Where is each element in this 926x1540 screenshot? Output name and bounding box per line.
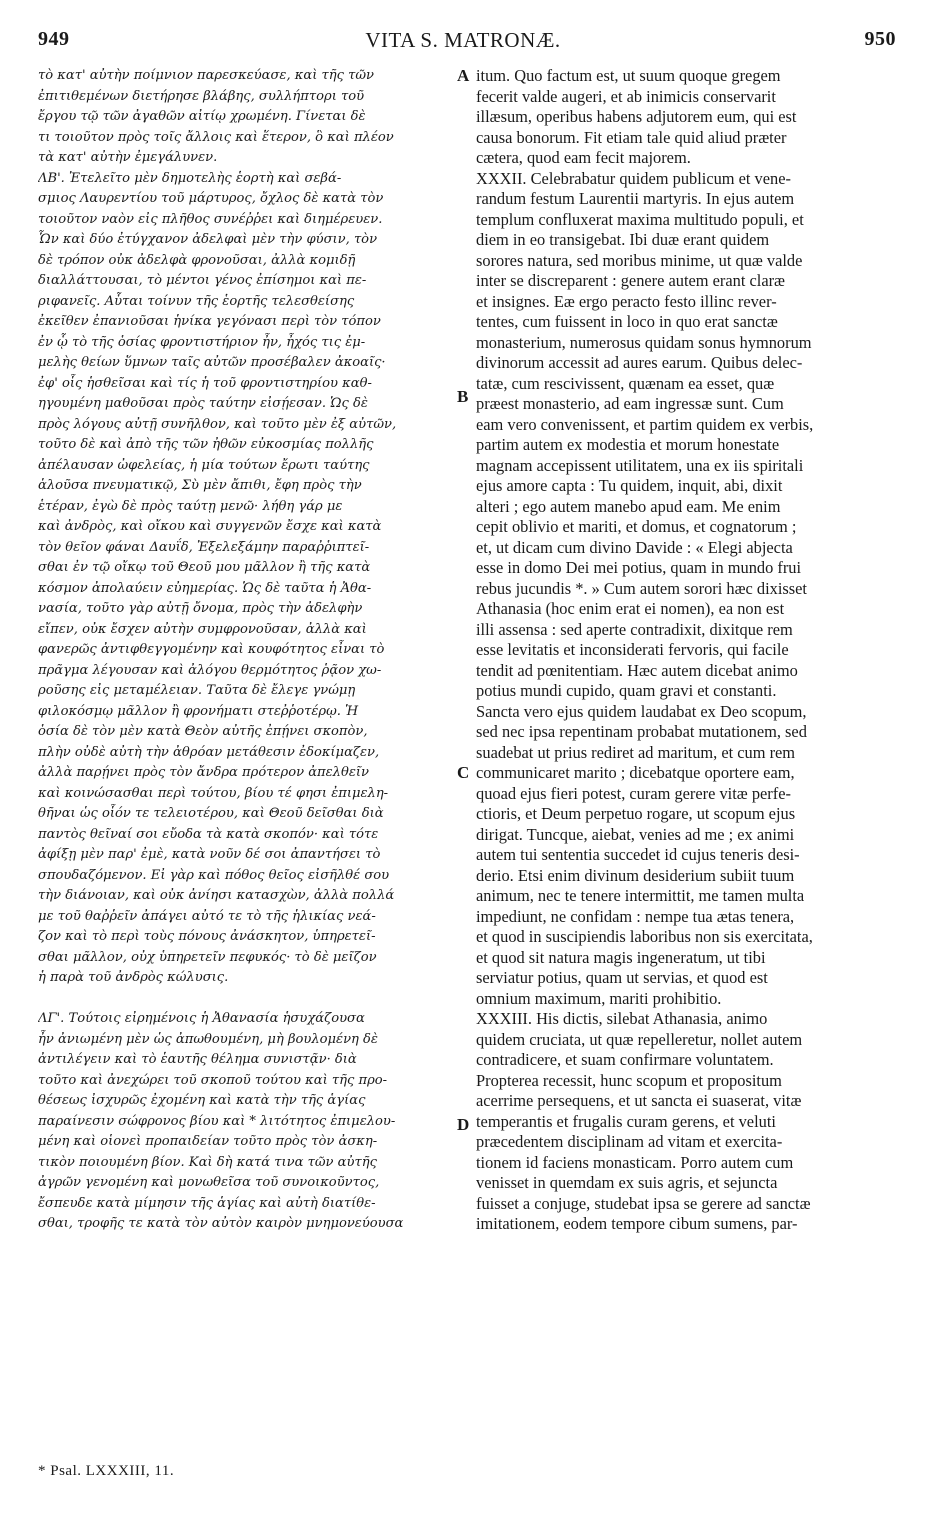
latin-text-line: et insignes. Eæ ergo peracto festo illinc rever- — [476, 291, 777, 311]
latin-text-line: cætera, quod eam fecit majorem. — [476, 148, 691, 167]
greek-text-line: μελὴς θείων ὕμνων ταῖς αὐτῶν προσέβαλεν ἀκοαῖς· — [38, 355, 386, 370]
margin-marker-a: A — [457, 66, 470, 85]
latin-text-line: diem in eo transigebat. Ibi duæ erant quidem — [476, 230, 770, 249]
latin-text-line: Athanasia (hoc enim erat ei nomen), ea non est — [476, 599, 785, 618]
greek-text-line: ἡ παρὰ τοῦ ἀνδρὸς κώλυσις. — [38, 970, 229, 985]
greek-text-line: με τοῦ θαῤῥεῖν ἀπάγει αὐτό τε τὸ τῆς ἡλικίας νεά- — [38, 908, 376, 924]
margin-marker-c: C — [457, 763, 470, 782]
latin-text-line: et quod sit natura magis ingeneratum, ut tibi — [476, 947, 766, 967]
latin-text-line: randum festum Laurentii martyris. In ejus autem — [476, 189, 795, 208]
greek-text-line: ἀγρῶν γενομένη καὶ μονωθεῖσα τοῦ συνοικοῦντος, — [38, 1175, 380, 1190]
latin-text-line: quidem cruciata, ut quæ repelleretur, nollet autem — [476, 1029, 803, 1049]
latin-text-line: rebus jucundis *. » Cum autem sorori hæc dixisset — [476, 578, 807, 598]
latin-text-line: magnam accepissent utilitatem, una ex iis spiritali — [476, 455, 804, 475]
latin-text-line: autem tui sententia succedet id cujus teneris desi- — [476, 845, 800, 864]
latin-text-line: XXXIII. His dictis, silebat Athanasia, animo — [476, 1009, 768, 1028]
greek-text-line: πλὴν οὐδὲ αὐτὴ τὴν ἀθρόαν μετάθεσιν ἐδοκίμαζεν, — [38, 744, 380, 760]
greek-text-line: τὸν θεῖον φάναι Δαυΐδ, Ἐξελεξάμην παραῤῥιπτεῖ- — [38, 539, 370, 555]
greek-text-line: ἔργου τῷ τῶν ἀγαθῶν αἰτίῳ χρωμένη. Γίνεται δὲ — [38, 109, 366, 124]
greek-text-line: καὶ κοινώσασθαι περὶ τούτου, βίου τέ φησι ἐπιμελη- — [38, 785, 389, 801]
greek-text-line: φιλοκόσμῳ μᾶλλον ἢ φρονήματι στεῤῥοτέρῳ. Ἡ — [38, 703, 359, 719]
footnote: * Psal. LXXXIII, 11. — [38, 1463, 175, 1479]
greek-text-line: ηγουμένη μαθοῦσαι πρὸς ταύτην εἰσῄεσαν. Ὡς δὲ — [38, 396, 368, 411]
latin-text-line: omnium maximum, mariti prohibitio. — [476, 988, 722, 1008]
greek-text-line: ροῦσης εἰς μεταμέλειαν. Ταῦτα δὲ ἔλεγε γνώμῃ — [38, 683, 356, 698]
greek-text-line: νασία, τοῦτο γὰρ αὐτῇ ὄνομα, πρὸς τὴν ἀδελφὴν — [38, 601, 363, 616]
latin-text-line: cepit oblivio et mariti, et domus, et cognatorum ; — [476, 517, 797, 536]
latin-text-line: causa bonorum. Fit etiam tale quid aliud præter — [476, 127, 787, 147]
latin-text-line: et quod in suscipiendis laboribus non sis exercitata, — [476, 927, 813, 946]
greek-text-line: πρὸς λόγους αὐτῇ συνῆλθον, καὶ τοῦτο μὲν ἐξ αὐτῶν, — [38, 416, 397, 432]
greek-text-line: σθαι, τροφῆς τε κατὰ τὸν αὐτὸν καιρὸν μνημονεύουσα — [38, 1216, 404, 1231]
greek-text-line: τὴν διάνοιαν, καὶ οὐκ ἀνίησι κατασχὼν, ἀλλὰ πολλά — [38, 888, 395, 903]
greek-text-line: καὶ ἀνδρὸς, καὶ οἴκου καὶ συγγενῶν ἔσχε καὶ κατὰ — [38, 519, 382, 534]
latin-text-line: imitationem, eodem tempore cibum sumens, par- — [476, 1214, 798, 1233]
latin-text-line: præcedentem disciplinam ad vitam et exercita- — [476, 1132, 783, 1151]
greek-text-line: ἀφίξῃ μὲν παρ' ἐμὲ, κατὰ νοῦν δέ σοι ἀπαντήσει τὸ — [38, 847, 381, 862]
greek-text-line: ἀπέλαυσαν ὠφελείας, ἡ μία τούτων ἔρωτι ταύτης — [38, 457, 370, 473]
greek-text-line: τὸ κατ' αὐτὴν ποίμνιον παρεσκεύασε, καὶ τῆς τῶν — [38, 68, 374, 83]
latin-text-line: itum. Quo factum est, ut suum quoque gregem — [476, 66, 781, 85]
greek-text-line: τοῦτο δὲ καὶ ἀπὸ τῆς τῶν ἠθῶν εὐκοσμίας πολλῆς — [38, 437, 374, 452]
greek-text-line: ἦν ἀνιωμένη μὲν ὡς ἀπωθουμένη, μὴ βουλομένη δὲ — [38, 1031, 378, 1047]
greek-text-line: τοῦτο καὶ ἀνεχώρει τοῦ σκοποῦ τούτου καὶ τῆς προ- — [38, 1072, 388, 1088]
greek-text-line: φανερῶς ἀντιφθεγγομένην καὶ κουφότητος εἶναι τὸ — [38, 642, 385, 657]
greek-text-line: ΛΒ'. Ἐτελεῖτο μὲν δημοτελὴς ἑορτὴ καὶ σεβά- — [38, 170, 342, 186]
latin-text-line: tionem id faciens monasticam. Porro autem cum — [476, 1152, 794, 1172]
greek-text-line: ὁσία δὲ τὸν μὲν κατὰ Θεὸν αὐτῆς ἐπῄνει σκοπὸν, — [38, 724, 368, 739]
latin-text-line: venisset in quemdam ex suis agris, et sejuncta — [476, 1173, 778, 1192]
latin-column — [476, 66, 891, 1235]
greek-text-line: παραίνεσιν σώφρονος βίου καὶ * λιτότητος ἐπιμελου- — [38, 1113, 396, 1129]
latin-text-line: Propterea recessit, hunc scopum et propositum — [476, 1070, 782, 1090]
greek-text-line: παντὸς θεῖναί σοι εὔοδα τὰ κατὰ σκοπόν· καὶ τότε — [38, 826, 379, 842]
greek-text-line: σθαι ἐν τῷ οἴκῳ τοῦ Θεοῦ μου μᾶλλον ἢ τῆς κατὰ — [38, 560, 371, 575]
latin-text-line: Sancta vero ejus quidem laudabat ex Deo scopum, — [476, 701, 807, 721]
latin-text-line: præest monasterio, ad eam ingressæ sunt. Cum — [476, 394, 784, 413]
latin-text-line: dirigat. Tuncque, aiebat, venies ad me ; ex animi — [476, 824, 795, 844]
latin-text-line: divinorum accessit ad aures earum. Quibus delec- — [476, 353, 803, 372]
greek-text-line: σθαι μᾶλλον, οὐχ ὑπηρετεῖν πεφυκός· τὸ δὲ μεῖζον — [38, 949, 377, 965]
greek-text-line: τικὸν ποιουμένη βίον. Καὶ δὴ κατά τινα τῶν αὐτῆς — [38, 1154, 377, 1170]
running-title: VITA S. MATRONÆ. — [365, 28, 561, 52]
margin-marker-b: B — [457, 387, 469, 406]
greek-text-line: τοιοῦτον ναὸν εἰς πλῆθος συνέῤῥει καὶ διημέρευεν. — [38, 211, 383, 227]
greek-text-line: ἑτέραν, ἐγὼ δὲ πρὸς ταύτῃ μενῶ· λήθη γάρ με — [38, 498, 343, 514]
greek-text-line: πρᾶγμα λέγουσαν καὶ ἀλόγου θερμότητος ῥᾷον χω- — [38, 662, 382, 678]
greek-text-line: θῆναι ὡς οἷόν τε τελειοτέρου, καὶ Θεοῦ δεῖσθαι διὰ — [38, 806, 384, 821]
latin-text-line: derio. Etsi enim divinum desiderium subiit tuum — [476, 865, 795, 885]
latin-text-line: impediunt, ne confidam : nempe tua ætas tenera, — [476, 906, 795, 926]
greek-text-line: διαλλάττουσαι, τὸ μέντοι γένος ἐπίσημοι καὶ πε- — [38, 273, 367, 288]
greek-text-line: Ὧν καὶ δύο ἐτύγχανον ἀδελφαὶ μὲν τὴν φύσιν, τὸν — [38, 232, 378, 247]
greek-text-line: τὰ κατ' αὐτὴν ἐμεγάλυνεν. — [38, 150, 218, 165]
greek-text-line: θέσεως ἰσχυρῶς ἐχομένη καὶ κατὰ τὴν τῆς ἁγίας — [38, 1093, 366, 1108]
latin-text-line: potius mundi cupido, quam gravi et constanti. — [476, 681, 777, 700]
latin-text-line: sed nec ipsa repentinam probabat mutationem, sed — [476, 722, 807, 741]
margin-marker-d: D — [457, 1115, 470, 1134]
latin-text-line: tentes, cum fuissent in loco in quo erat sanctæ — [476, 312, 778, 331]
latin-text-line: acerrime persequens, et ut sancta ei suaserat, vitæ — [476, 1091, 802, 1110]
greek-text-line: ἐκεῖθεν ἐπανιοῦσαι ἡνίκα γεγόνασι περὶ τὸν τόπον — [38, 314, 381, 329]
latin-text-line: contradicere, et suam confirmare voluntatem. — [476, 1050, 774, 1069]
greek-text-line: μένη καὶ οἱονεὶ προπαιδείαν τοῦτο πρὸς τὸν ἀσκη- — [38, 1134, 378, 1149]
latin-text-line: et, ut dicam cum divino Davide : « Elegi abjecta — [476, 537, 793, 557]
greek-text-line: δὲ τρόπον οὐκ ἀδελφὰ φρονοῦσαι, ἀλλὰ κομιδῇ — [38, 252, 356, 268]
greek-text-line: ἁλοῦσα πνευματικῷ, Σὺ μὲν ἄπιθι, ἔφη πρὸς τὴν — [38, 478, 362, 493]
latin-text-line: communicaret marito ; dicebatque oportere eam, — [476, 763, 795, 782]
latin-text-line: inter se discreparent : genere autem erant claræ — [476, 271, 785, 290]
page-number-right: 950 — [864, 28, 896, 50]
latin-text-line: monasterium, numerosus quidam sonus hymnorum — [476, 332, 812, 352]
greek-text-line: ἐπιτιθεμένων διετήρησε βλάβης, συλλήπτορι τοῦ — [38, 88, 365, 104]
latin-text-line: esse levitatis et inconsiderati fervoris, qui facile — [476, 640, 789, 659]
latin-text-line: tendit ad pœnitentiam. Hæc autem dicebat animo — [476, 660, 798, 680]
latin-text-line: suadebat ut prius rediret ad maritum, et cum rem — [476, 742, 796, 762]
latin-text-line: animum, nec te tenere intermittit, me tamen multa — [476, 886, 805, 905]
latin-text-line: alteri ; ego autem manebo apud eam. Me enim — [476, 496, 781, 516]
latin-text-line: partim autem ex modestia et morum honestate — [476, 435, 780, 454]
latin-text-line: templum confluxerat maxima multitudo populi, et — [476, 209, 804, 229]
greek-text-line: ριφανεῖς. Αὗται τοίνυν τῆς ἑορτῆς τελεσθείσης — [38, 293, 355, 309]
greek-column — [38, 66, 463, 1235]
latin-text-line: ejus amore capta : Tu quidem, inquit, abi, dixit — [476, 476, 783, 495]
greek-text-line: ἔσπευδε κατὰ μίμησιν τῆς ἁγίας καὶ αὐτὴ διατίθε- — [38, 1195, 376, 1211]
greek-text-line: κόσμον ἀπολαύειν εὐημερίας. Ὡς δὲ ταῦτα ἡ Ἀθα- — [38, 580, 372, 596]
latin-text-line: serviatur potius, quam ut servias, et quod est — [476, 968, 768, 987]
latin-text-line: fuisset a conjuge, studebat ipsa se gerere ad sanctæ — [476, 1193, 811, 1213]
page-header — [0, 28, 926, 58]
latin-text-line: sorores natura, sed moribus minime, ut quæ valde — [476, 250, 803, 270]
latin-text-line: quoad ejus fieri potest, curam gerere vitæ perfe- — [476, 783, 791, 803]
latin-text-line: illi assensa : sed aperte contradixit, dixitque rem — [476, 619, 793, 639]
latin-text-line: ctioris, et Deum perpetuo rogare, ut scopum ejus — [476, 804, 796, 823]
latin-text-line: tatæ, cum rescivissent, quænam ea esset, quæ — [476, 373, 775, 393]
latin-text-line: XXXII. Celebrabatur quidem publicum et vene- — [476, 168, 791, 188]
greek-text-line: ζον καὶ τὸ περὶ τοὺς πόνους ἀνάσκητον, ὑπηρετεῖ- — [38, 929, 376, 944]
greek-text-line: ἐν ᾧ τὸ τῆς ὁσίας φροντιστήριον ἦν, ἦχός τις ἐμ- — [38, 334, 366, 350]
latin-text-line: esse in domo Dei mei potius, quam in mundo frui — [476, 558, 802, 577]
latin-text-line: illæsum, operibus habens adjutorem eum, qui est — [476, 107, 797, 126]
latin-text-line: eam vero convenissent, et partim quidem ex verbis, — [476, 414, 814, 434]
greek-paragraph-gap — [38, 989, 463, 1010]
page-number-left: 949 — [38, 28, 70, 50]
greek-text-line: ἀντιλέγειν καὶ τὸ ἑαυτῆς θέλημα συνιστᾷν· διὰ — [38, 1052, 357, 1067]
greek-text-line: εἴπεν, οὐκ ἔσχεν αὐτὴν συμφρονοῦσαν, ἀλλὰ καὶ — [38, 621, 367, 637]
greek-text-line: ἀλλὰ παρῄνει πρὸς τὸν ἄνδρα πρότερον ἀπελθεῖν — [38, 765, 369, 780]
latin-text-line: temperantis et frugalis curam gerens, et veluti — [476, 1111, 776, 1131]
greek-text-line: τι τοιοῦτον πρὸς τοῖς ἄλλοις καὶ ἕτερον, ὃ καὶ πλέον — [38, 129, 394, 145]
greek-text-line: ΛΓ'. Τούτοις εἰρημένοις ἡ Ἀθανασία ἡσυχάζουσα — [38, 1011, 365, 1026]
greek-text-line: ἐφ' οἷς ἡσθεῖσαι καὶ τίς ἡ τοῦ φροντιστηρίου καθ- — [38, 375, 372, 391]
latin-text-line: fecerit valde augeri, et ab inimicis conservarit — [476, 86, 776, 106]
greek-text-line: σμιος Λαυρεντίου τοῦ μάρτυρος, ὄχλος δὲ κατὰ τὸν — [38, 191, 384, 206]
greek-text-line: σπουδαζόμενον. Εἰ γὰρ καὶ πόθος θεῖος εἰσῆλθέ σου — [38, 867, 390, 883]
